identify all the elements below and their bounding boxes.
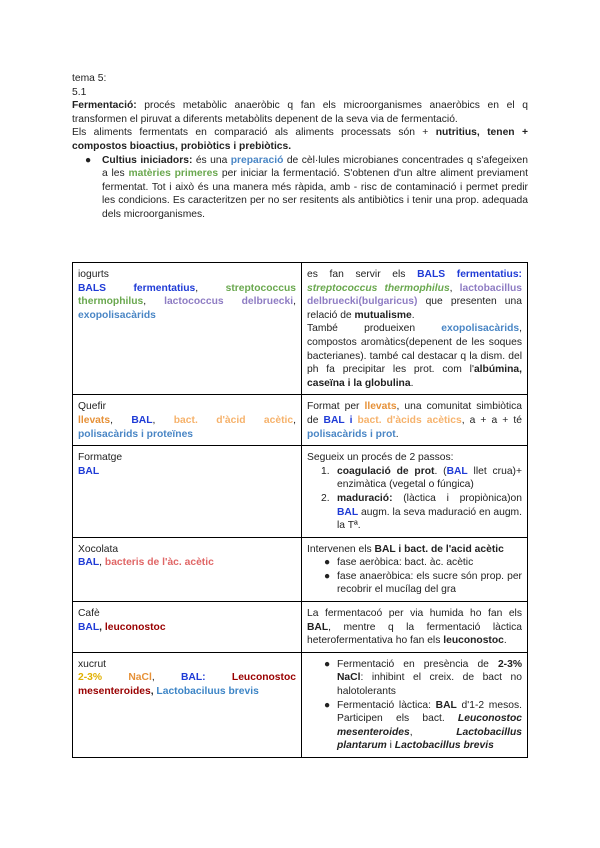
cell-food: iogurts BALS fermentatius, streptococcus thermophilus, lactococcus delbruecki, exopolisacàrids [73, 263, 302, 395]
bullet-dot-icon: ● [85, 154, 92, 166]
fermentation-definition: Fermentació: procés metabòlic anaeròbic q fan els microorganismes anaeròbics en el q transformen el piruvat a diferents metabòlits depenent de la seva via de fermentació. [72, 100, 528, 125]
cell-description: Segueix un procés de 2 passos: 1. coagulació de prot. (BAL llet crua)+ enzimàtica (vegetal o fúngica) 2. maduració: (làctica i propiònica)on BAL augm. la seva maduració en augm. la Tª. [302, 446, 528, 538]
section-number: 5.1 [72, 86, 87, 98]
bullet-dot-icon: ● [324, 699, 331, 711]
table-row [73, 263, 528, 395]
cell-food: Quefir llevats, BAL, bact. d'àcid acètic, polisacàrids i proteïnes [73, 395, 302, 446]
cell-description: Intervenen els BAL i bact. de l'acid acètic ● fase aeròbica: bact. àc. acètic ● fase anaeròbica: els sucre són prop. per recobrir el mucílag del gra [302, 537, 528, 601]
table-row [73, 537, 528, 601]
list-item: ● fase anaeròbica: els sucre són prop. per recobrir el mucílag del gra [324, 570, 522, 596]
bullet-dot-icon: ● [324, 557, 331, 569]
fermented-comparison: Els aliments fermentats en comparació als aliments processats són + nutritius, tenen + compostos bioactius, probiòtics i prebiòtics. [72, 127, 528, 152]
table-row [73, 395, 528, 446]
table-row [73, 652, 528, 757]
bullet-dot-icon: ● [324, 658, 331, 670]
cell-food: xucrut 2-3% NaCl, BAL: Leuconostoc mesenteroides, Lactobaciluus brevis [73, 652, 302, 757]
topic-title: tema 5: [72, 73, 107, 84]
fermented-foods-table [72, 262, 528, 758]
list-item: ● fase aeròbica: bact. àc. acètic [324, 557, 474, 569]
table-row [73, 446, 528, 538]
fermentation-term: Fermentació: [72, 100, 137, 112]
document-body [72, 72, 528, 222]
cell-description: es fan servir els BALS fermentatius: streptococcus thermophilus, lactobacillus delbruecki(bulgaricus) que presenten una relació de mutualisme. També produeixen exopolisacàrids, compostos aromàtics(depenent de les soques bacterianes). també cal destacar q la dism. del ph fa precipitar les prot. com l'albúmina, caseïna i la globulina. [302, 263, 528, 395]
list-item: 2. maduració: (làctica i propiònica)on BAL augm. la seva maduració en augm. la Tª. [321, 492, 522, 532]
starter-cultures-bullet: ● Cultius iniciadors: és una preparació de cèl·lules microbianes concentrades q s'afegeixen a les matèries primeres per iniciar la fermentació. S'obtenen d'un altre aliment previament fermentat. Tot i això és una manera més ràpida, amb - risc de contaminació i permet predir les condicions. Es caracteritzen per no ser resitents als antibiòtics i tenir una prop. adequada dels microorganismes. [85, 154, 529, 220]
cell-food: Formatge BAL [73, 446, 302, 538]
bullet-dot-icon: ● [324, 570, 331, 582]
cell-food: Xocolata BAL, bacteris de l'àc. acètic [73, 537, 302, 601]
cell-description: Format per llevats, una comunitat simbiòtica de BAL i bact. d'àcids acètics, a + a + té polisacàrids i prot. [302, 395, 528, 446]
list-item: 1. coagulació de prot. (BAL llet crua)+ enzimàtica (vegetal o fúngica) [321, 465, 522, 491]
cell-description: La fermentacoó per via humida ho fan els BAL, mentre q la fermentació làctica heterofermentativa ho fan els leuconostoc. [302, 602, 528, 653]
cell-description [302, 652, 528, 757]
cell-food: Cafè BAL, leuconostoc [73, 602, 302, 653]
list-item: ● Fermentació làctica: BAL d'1-2 mesos. Participen els bact. Leuconostoc mesenteroides, Lactobacillus plantarum i Lactobacillus brevis [324, 699, 522, 752]
table-row [73, 602, 528, 653]
list-item: ● Fermentació en presència de 2-3% NaCl: inhibint el creix. de bact no halotolerants [324, 658, 522, 698]
